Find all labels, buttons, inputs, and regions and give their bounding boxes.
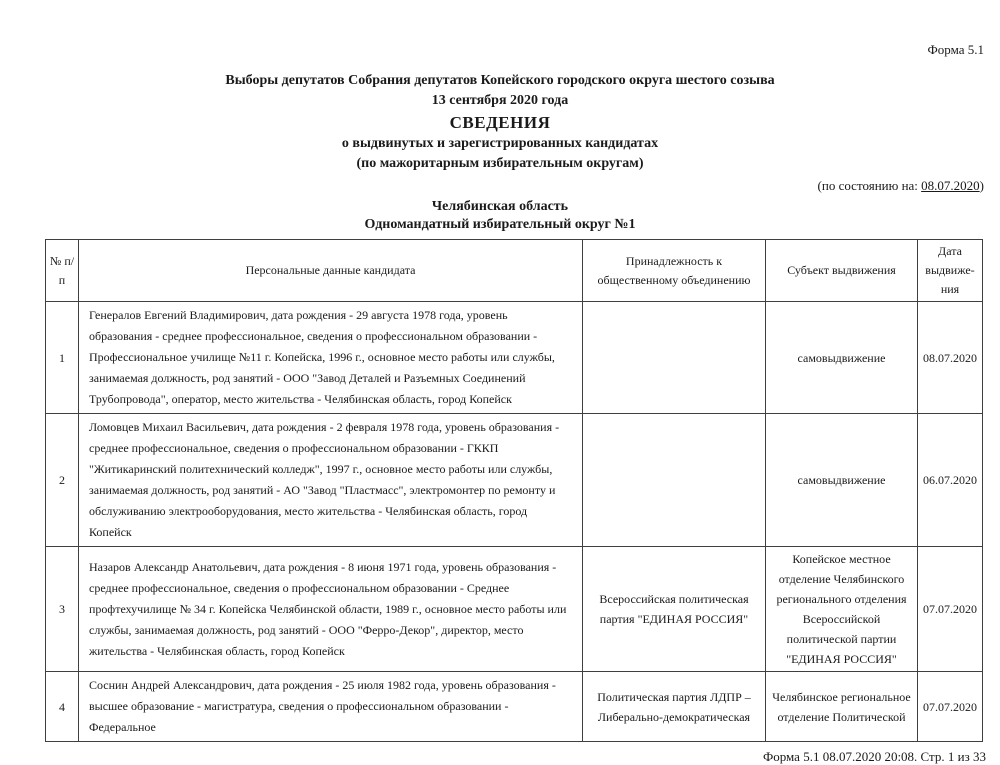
table-row [46, 302, 983, 414]
as-of-date: 08.07.2020 [921, 178, 980, 193]
document-subtitle-line: о выдвинутых и зарегистрированных кандидатах [341, 136, 659, 151]
candidate-personal-data-cell: Назаров Александр Анатольевич, дата рождения - 8 июня 1971 года, уровень образования - среднее профессиональное, сведения о профессиональном образовании - Среднее профтехучилище № 34 г. Копейска Челябинской области, 1989 г., основное место работы или службы, занимаемая должность, род занятий - ООО "Ферро-Декор", директор, место жительства - Челябинская область, город Копейск [79, 547, 583, 672]
table-row [46, 547, 983, 672]
candidate-nominating-subject-cell: самовыдвижение [766, 414, 918, 547]
district-type-line: (по мажоритарным избирательным округам) [356, 156, 644, 171]
candidate-nomination-date-cell: 06.07.2020 [918, 414, 983, 547]
header-number: № п/п [46, 240, 79, 302]
election-title-line: Выборы депутатов Собрания депутатов Копейского городского округа шестого созыва [225, 73, 775, 88]
as-of-suffix: ) [979, 178, 984, 193]
candidate-personal-data-cell: Ломовцев Михаил Васильевич, дата рождения - 2 февраля 1978 года, уровень образования - среднее профессиональное, сведения о профессиональном образовании - ГККП "Житикаринский политехнический колледж", 1997 г., основное место работы или службы, занимаемая должность, род занятий - АО "Завод "Пластмасс", электромонтер по ремонту и обслуживанию электрооборудования, место жительства - Челябинская область, город Копейск [79, 414, 583, 547]
as-of-date-line [0, 178, 1000, 194]
candidate-nomination-date-cell: 07.07.2020 [918, 672, 983, 742]
candidate-nominating-subject-cell: Челябинское региональное отделение Политической [766, 672, 918, 742]
candidate-number-cell: 2 [46, 414, 79, 547]
form-number-label: Форма 5.1 [927, 42, 984, 57]
election-date-line: 13 сентября 2020 года [431, 93, 569, 108]
candidate-number-cell: 4 [46, 672, 79, 742]
candidate-nomination-date-cell: 07.07.2020 [918, 547, 983, 672]
candidate-affiliation-cell: Всероссийская политическая партия "ЕДИНАЯ РОССИЯ" [583, 547, 766, 672]
region-name: Челябинская область [431, 199, 569, 214]
district-name: Одномандатный избирательный округ №1 [364, 217, 636, 232]
candidate-affiliation-cell [583, 414, 766, 547]
candidate-personal-data-cell: Соснин Андрей Александрович, дата рождения - 25 июля 1982 года, уровень образования - высшее образование - магистратура, сведения о профессиональном образовании - Федеральное [79, 672, 583, 742]
candidate-nominating-subject-cell: самовыдвижение [766, 302, 918, 414]
region-block [0, 198, 1000, 234]
candidate-affiliation-cell [583, 302, 766, 414]
as-of-prefix: (по состоянию на: [817, 178, 922, 193]
candidate-number-cell: 1 [46, 302, 79, 414]
document-main-heading: СВЕДЕНИЯ [449, 113, 551, 132]
candidate-nomination-date-cell: 08.07.2020 [918, 302, 983, 414]
candidate-number-cell: 3 [46, 547, 79, 672]
header-nominating-subject: Субъект выдвижения [766, 240, 918, 302]
header-affiliation: Принадлежность к общественному объединению [583, 240, 766, 302]
header-personal-data: Персональные данные кандидата [79, 240, 583, 302]
candidate-personal-data-cell: Генералов Евгений Владимирович, дата рождения - 29 августа 1978 года, уровень образования - среднее профессиональное, сведения о профессиональном образовании - Профессиональное училище №11 г. Копейска, 1996 г., основное место работы или службы, занимаемая должность, род занятий - ООО "Завод Деталей и Разъемных Соединений Трубопровода", оператор, место жительства - Челябинская область, город Копейск [79, 302, 583, 414]
header-nomination-date: Дата выдвиже-ния [918, 240, 983, 302]
page-footer-stamp: Форма 5.1 08.07.2020 20:08. Стр. 1 из 33 [762, 749, 986, 764]
candidates-table [45, 239, 983, 742]
candidate-nominating-subject-cell: Копейское местное отделение Челябинского регионального отделения Всероссийской политической партии "ЕДИНАЯ РОССИЯ" [766, 547, 918, 672]
table-row [46, 414, 983, 547]
candidate-affiliation-cell: Политическая партия ЛДПР – Либерально-демократическая [583, 672, 766, 742]
table-header-row [46, 240, 983, 302]
document-title-block [0, 71, 1000, 174]
